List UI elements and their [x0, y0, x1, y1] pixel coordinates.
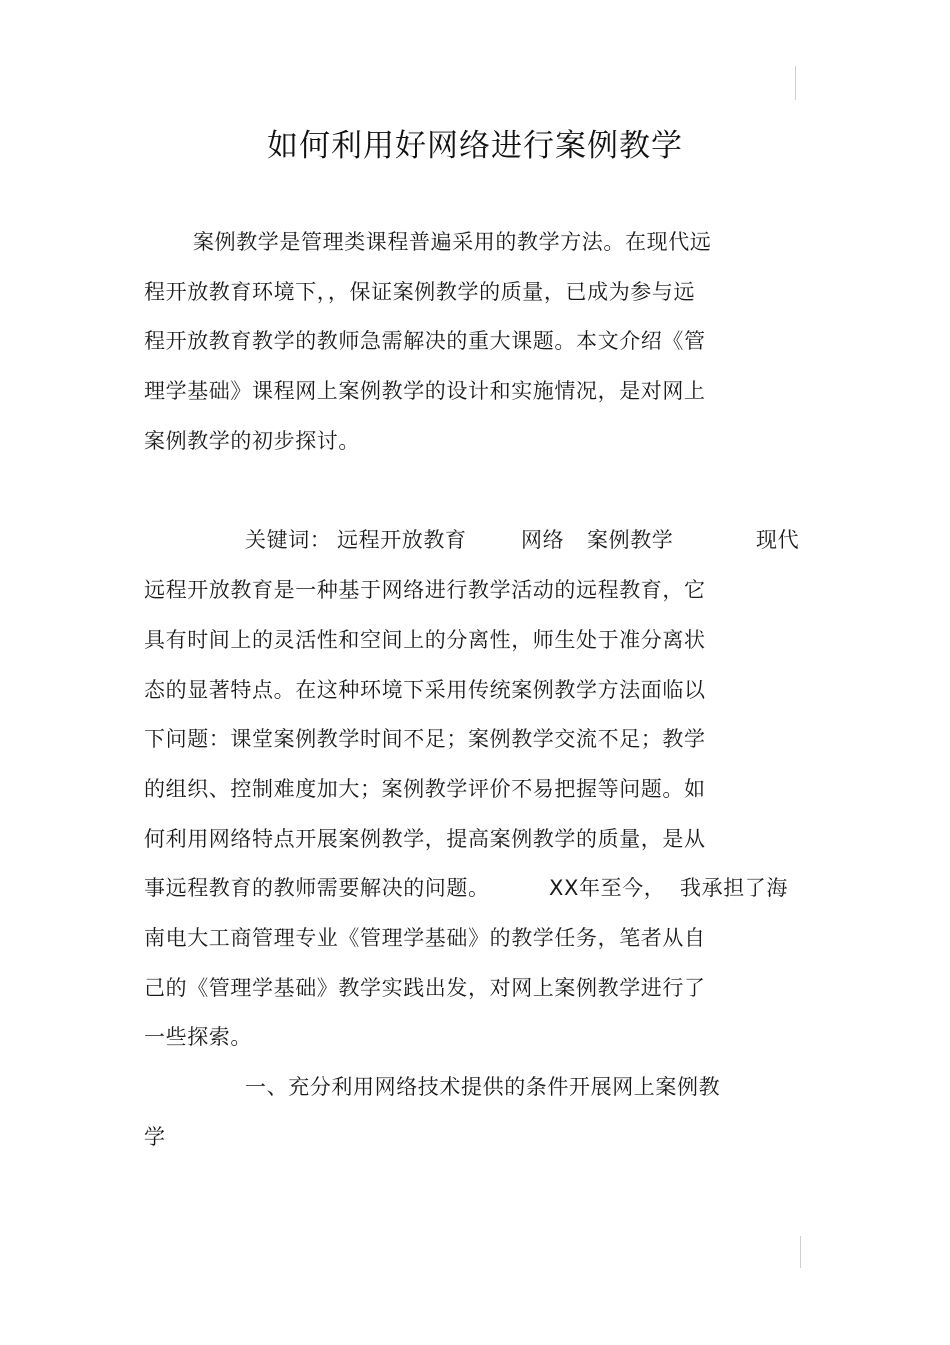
- body-line: 南电大工商管理专业《管理学基础》的教学任务，笔者从自: [144, 926, 706, 950]
- abstract-line: 程开放教育教学的教师急需解决的重大课题。本文介绍《管: [144, 329, 706, 353]
- abstract-line: 程开放教育环境下，，保证案例教学的质量，已成为参与远: [144, 280, 696, 304]
- body-line: 下问题：课堂案例教学时间不足；案例教学交流不足；教学: [144, 727, 706, 751]
- section-heading-line: 学: [144, 1125, 166, 1149]
- document-title: 如何利用好网络进行案例教学: [267, 128, 683, 164]
- keywords-label: 关键词：: [245, 528, 332, 552]
- body-line: 具有时间上的灵活性和空间上的分离性，师生处于准分离状: [144, 628, 706, 652]
- keyword-term: 网络: [521, 528, 565, 552]
- page-corner-mark-bottom: [800, 1236, 801, 1268]
- section-heading-line: 一、充分利用网络技术提供的条件开展网上案例教: [245, 1075, 721, 1099]
- body-line-segment: XX年至今，: [549, 876, 666, 900]
- body-line: 一些探索。: [144, 1025, 252, 1049]
- keyword-term: 案例教学: [587, 528, 674, 552]
- body-line: 态的显著特点。在这种环境下采用传统案例教学方法面临以: [144, 678, 706, 702]
- body-line-segment: 我承担了海: [680, 876, 788, 900]
- keywords-trailing-text: 现代: [756, 528, 800, 552]
- body-line: 何利用网络特点开展案例教学，提高案例教学的质量，是从: [144, 827, 706, 851]
- abstract-line: 案例教学是管理类课程普遍采用的教学方法。在现代远: [193, 230, 712, 254]
- abstract-line: 案例教学的初步探讨。: [144, 429, 360, 453]
- body-line: 远程开放教育是一种基于网络进行教学活动的远程教育，它: [144, 578, 706, 602]
- body-line: 己的《管理学基础》教学实践出发，对网上案例教学进行了: [144, 976, 706, 1000]
- keyword-term: 远程开放教育: [337, 528, 467, 552]
- page-corner-mark-top: [795, 66, 796, 100]
- body-line: 事远程教育的教师需要解决的问题。: [144, 876, 490, 900]
- body-line: 的组织、控制难度加大；案例教学评价不易把握等问题。如: [144, 777, 706, 801]
- abstract-line: 理学基础》课程网上案例教学的设计和实施情况，是对网上: [144, 379, 706, 403]
